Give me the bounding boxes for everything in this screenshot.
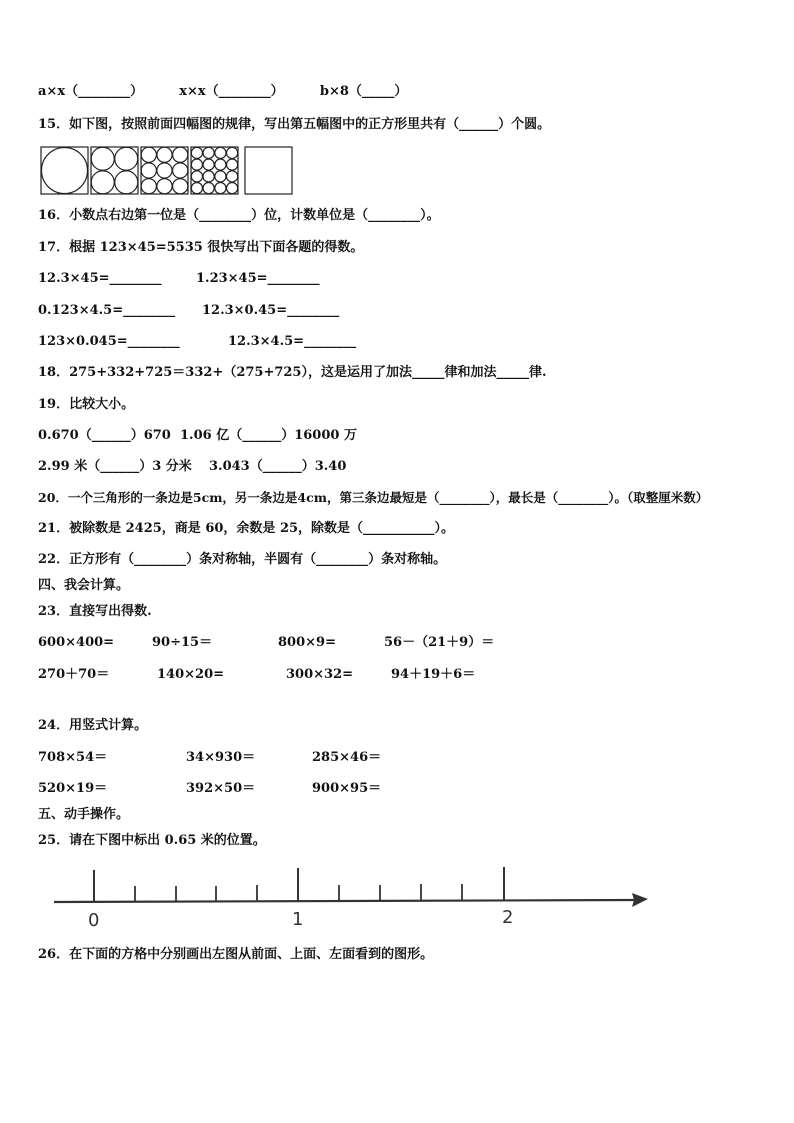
q19-item: 0.670（______）670 <box>38 428 171 443</box>
number-line-axis <box>54 900 635 902</box>
pattern-circle <box>157 179 172 194</box>
pattern-circle <box>215 147 226 158</box>
q14-expressions: a×x（________） x×x（________） b×8（_____） <box>38 84 408 99</box>
question-22: 22．正方形有（________）条对称轴，半圆有（________）条对称轴。 <box>38 552 447 567</box>
pattern-circle <box>115 147 138 170</box>
pattern-circle <box>173 147 188 162</box>
q24-item: 708×54＝ <box>38 750 108 765</box>
question-26: 26．在下面的方格中分别画出左图从前面、上面、左面看到的图形。 <box>38 947 434 962</box>
number-line <box>50 862 655 932</box>
pattern-circle <box>91 147 114 170</box>
q23-item: 140×20= <box>157 667 225 682</box>
pattern-circle <box>191 159 202 170</box>
question-19: 19．比较大小。 <box>38 397 135 412</box>
question-17: 17．根据 123×45=5535 很快写出下面各题的得数。 <box>38 240 364 255</box>
q23-item: 600×400= <box>38 635 115 650</box>
q24-item: 285×46＝ <box>312 750 382 765</box>
pattern-square-5-empty <box>245 147 292 194</box>
question-18: 18．275+332+725＝332+（275+725），这是运用了加法_____律和加法_____律. <box>38 365 547 380</box>
section-5-heading: 五、动手操作。 <box>38 807 130 822</box>
pattern-circle <box>191 171 202 182</box>
number-line-arrow-icon <box>632 893 648 907</box>
pattern-square-2 <box>91 147 138 194</box>
q19-item: 1.06 亿（______）16000 万 <box>180 428 357 443</box>
pattern-circle <box>173 179 188 194</box>
question-23: 23．直接写出得数. <box>38 604 152 619</box>
q23-item: 270＋70＝ <box>38 667 110 682</box>
q24-item: 34×930＝ <box>186 750 256 765</box>
pattern-circle <box>91 171 114 194</box>
section-4-heading: 四、我会计算。 <box>38 578 130 593</box>
number-line-label: 1 <box>292 909 304 930</box>
pattern-circle <box>215 183 226 194</box>
q19-item: 3.043（______）3.40 <box>209 459 347 474</box>
pattern-circle <box>157 163 172 178</box>
q24-item: 520×19＝ <box>38 781 108 796</box>
q23-item: 94＋19＋6＝ <box>391 667 476 682</box>
question-24: 24．用竖式计算。 <box>38 718 148 733</box>
q24-item: 392×50＝ <box>186 781 256 796</box>
pattern-circle <box>173 163 188 178</box>
pattern-circle <box>141 179 156 194</box>
q23-item: 300×32= <box>286 667 354 682</box>
pattern-circle <box>227 147 238 158</box>
pattern-circle <box>191 183 202 194</box>
pattern-circle <box>227 159 238 170</box>
pattern-circle <box>115 171 138 194</box>
pattern-circle <box>227 171 238 182</box>
pattern-circle <box>215 159 226 170</box>
q23-item: 90÷15＝ <box>152 635 213 650</box>
question-15: 15．如下图，按照前面四幅图的规律，写出第五幅图中的正方形里共有（______）个圆。 <box>38 117 551 132</box>
q17-item: 12.3×45=________ <box>38 271 162 286</box>
pattern-circle <box>203 147 214 158</box>
question-20: 20．一个三角形的一条边是5cm，另一条边是4cm，第三条边最短是（________），最长是（________）。（取整厘米数） <box>38 490 709 505</box>
q17-item: 0.123×4.5=________ <box>38 303 176 318</box>
pattern-circle <box>203 171 214 182</box>
q24-item: 900×95＝ <box>312 781 382 796</box>
pattern-circle <box>227 183 238 194</box>
q17-item: 1.23×45=________ <box>196 271 320 286</box>
number-line-label: 0 <box>88 910 100 931</box>
q17-item: 12.3×4.5=________ <box>228 334 357 349</box>
pattern-circle <box>203 159 214 170</box>
circles-pattern-figure <box>40 146 296 196</box>
pattern-circle <box>42 148 88 194</box>
question-25: 25．请在下图中标出 0.65 米的位置。 <box>38 833 266 848</box>
number-line-label: 2 <box>502 907 514 928</box>
pattern-circle <box>141 163 156 178</box>
pattern-circle <box>203 183 214 194</box>
pattern-circle <box>157 147 172 162</box>
q23-item: 800×9= <box>278 635 336 650</box>
q17-item: 12.3×0.45=________ <box>202 303 340 318</box>
pattern-circle <box>215 171 226 182</box>
q23-item: 56－（21＋9）＝ <box>384 635 495 650</box>
question-16: 16．小数点右边第一位是（________）位，计数单位是（________）。 <box>38 208 440 223</box>
pattern-circle <box>141 147 156 162</box>
q19-item: 2.99 米（______）3 分米 <box>38 459 192 474</box>
question-21: 21．被除数是 2425，商是 60，余数是 25，除数是（___________）。 <box>38 521 455 536</box>
pattern-square-3 <box>141 147 188 194</box>
q17-item: 123×0.045=________ <box>38 334 180 349</box>
pattern-circle <box>191 147 202 158</box>
